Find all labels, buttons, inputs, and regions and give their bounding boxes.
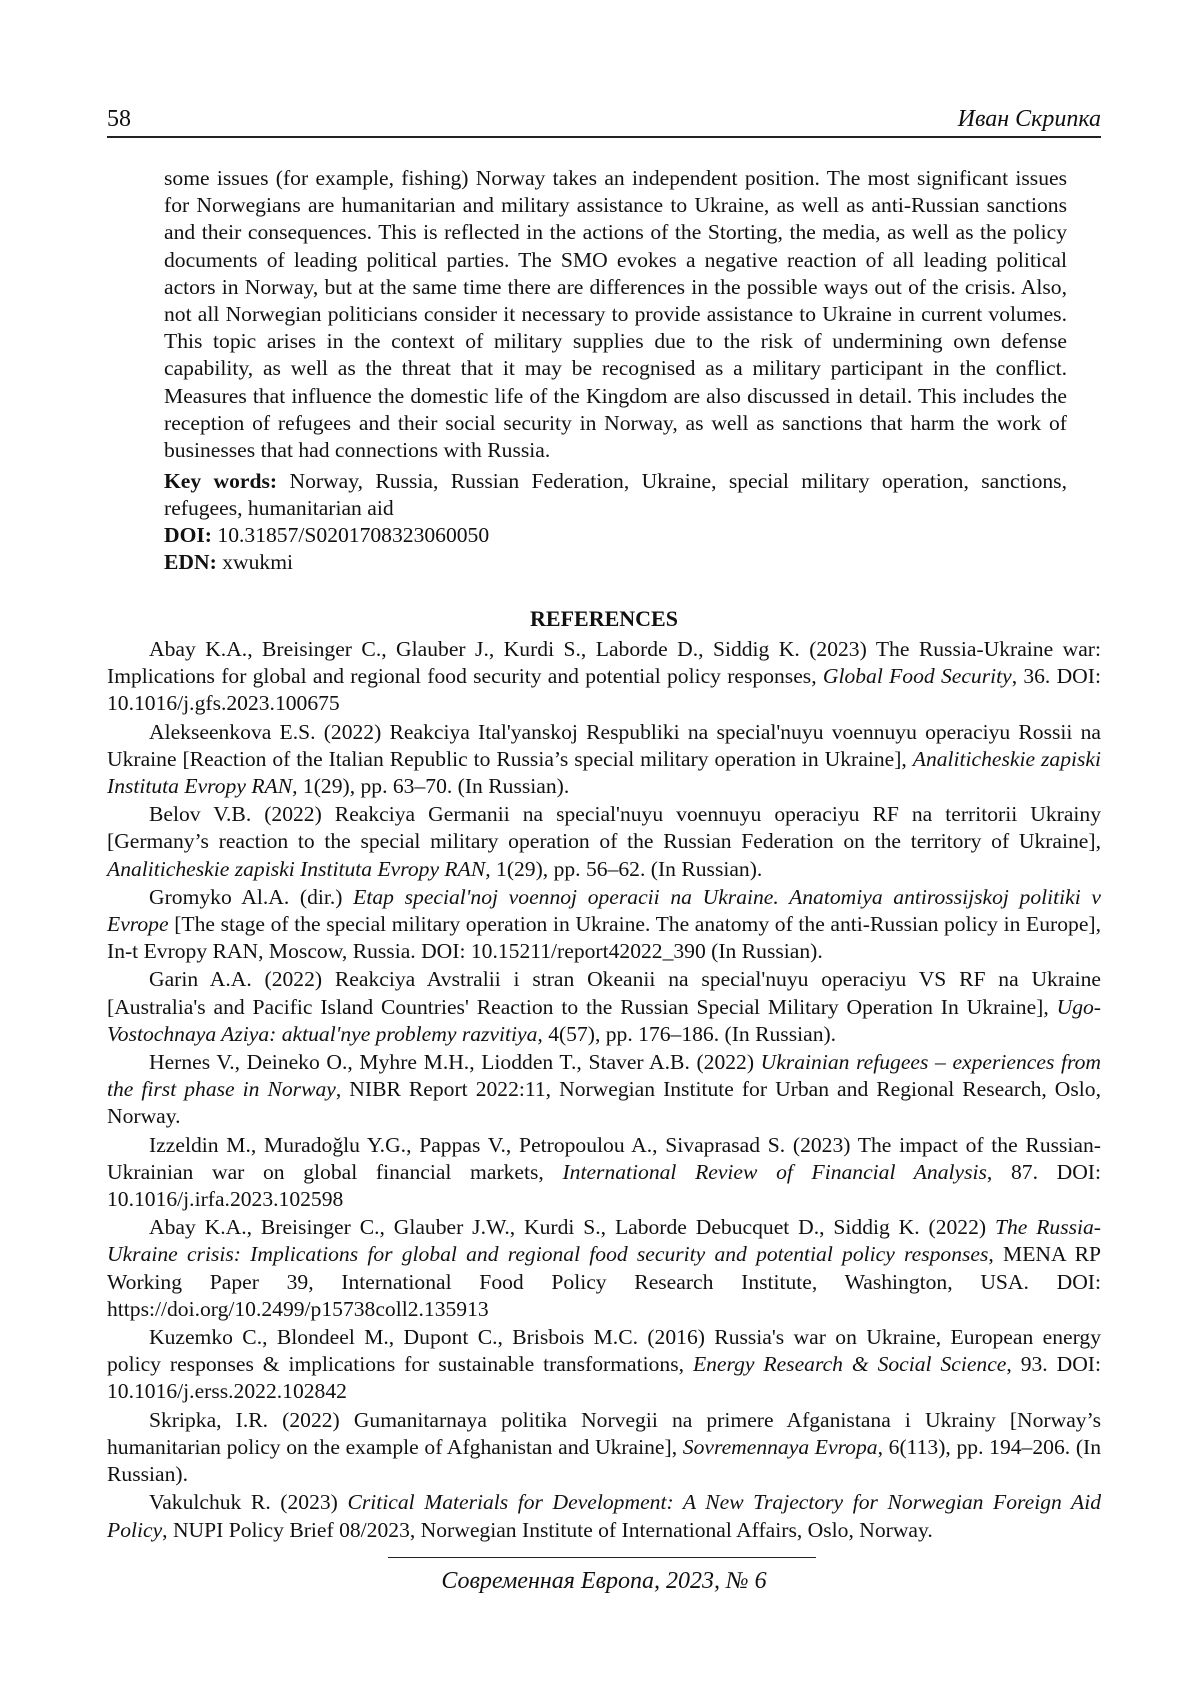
references-heading: REFERENCES <box>530 606 678 631</box>
reference-item: Garin A.A. (2022) Reakciya Avstralii i stran Okeanii na special'nuyu operaciyu VS RF na Ukraine [Australia's and Pacific Island Countries' Reaction to the Russian Special Military Operation In Ukraine], Ugo-Vostochnaya Aziya: aktual'nye problemy razvitiya, 4(57), pp. 176–186. (In Russian). <box>107 967 1101 1046</box>
doi-label: DOI: <box>164 523 212 548</box>
reference-item: Belov V.B. (2022) Reakciya Germanii na special'nuyu voennuyu operaciyu RF na territorii Ukrainy [Germany’s reaction to the special military operation of the Russian Federation on the territory of Ukraine], Analiticheskie zapiski Instituta Evropy RAN, 1(29), pp. 56–62. (In Russian). <box>107 802 1101 881</box>
abstract <box>164 165 1067 576</box>
page-number: 58 <box>107 106 131 132</box>
running-title: Иван Скрипка <box>957 106 1101 132</box>
abstract-text: some issues (for example, fishing) Norway takes an independent position. The most significant issues for Norwegians are humanitarian and military assistance to Ukraine, as well as anti-Russian sanctions and their consequences. This is reflected in the actions of the Storting, the media, as well as the policy documents of leading political parties. The SMO evokes a negative reaction of all leading political actors in Norway, but at the same time there are differences in the possible ways out of the crisis. Also, not all Norwegian politicians consider it necessary to provide assistance to Ukraine in current volumes. This topic arises in the context of military supplies due to the risk of undermining own defense capability, as well as the threat that it may be recognised as a military participant in the conflict. Measures that influence the domestic life of the Kingdom are also discussed in detail. This includes the reception of refugees and their social security in Norway, as well as sanctions that harm the work of businesses that had connections with Russia. <box>164 166 1067 463</box>
references-list <box>107 636 1101 1545</box>
reference-item: Abay K.A., Breisinger C., Glauber J.W., Kurdi S., Laborde Debucquet D., Siddig K. (2022) The Russia-Ukraine crisis: Implications for global and regional food security and potential policy responses, MENA RP Working Paper 39, International Food Policy Research Institute, Washington, USA. DOI: https://doi.org/10.2499/p15738coll2.135913 <box>107 1215 1102 1321</box>
reference-item: Alekseenkova E.S. (2022) Reakciya Ital'yanskoj Respubliki na special'nuyu voennuyu operaciyu Rossii na Ukraine [Reaction of the Italian Republic to Russia’s special military operation in Ukraine], Analiticheskie zapiski Instituta Evropy RAN, 1(29), pp. 63–70. (In Russian). <box>107 719 1101 799</box>
edn-line <box>164 549 1067 576</box>
reference-item: Skripka, I.R. (2022) Gumanitarnaya politika Norvegii na primere Afganistana i Ukrainy [Norway’s humanitarian policy on the example of Afghanistan and Ukraine], Sovremennaya Evropa, 6(113), pp. 194–206. (In Russian). <box>107 1407 1101 1487</box>
reference-item: Gromyko Al.A. (dir.) Etap special'noj voennoj operacii na Ukraine. Anatomiya antirossijskoj politiki v Evrope [The stage of the special military operation in Ukraine. The anatomy of the anti-Russian policy in Europe], In-t Evropy RAN, Moscow, Russia. DOI: 10.15211/report42022_390 (In Russian). <box>107 884 1101 964</box>
reference-item: Kuzemko C., Blondeel M., Dupont C., Brisbois M.C. (2016) Russia's war on Ukraine, European energy policy responses & implications for sustainable transformations, Energy Research & Social Science, 93. DOI: 10.1016/j.erss.2022.102842 <box>107 1325 1101 1404</box>
doi-value: 10.31857/S0201708323060050 <box>217 523 490 548</box>
keywords-line <box>164 468 1067 522</box>
reference-item: Abay K.A., Breisinger C., Glauber J., Kurdi S., Laborde D., Siddig K. (2023) The Russia-Ukraine war: Implications for global and regional food security and potential policy responses, Global Food Security, 36. DOI: 10.1016/j.gfs.2023.100675 <box>107 637 1101 716</box>
page-header <box>107 104 1101 138</box>
reference-item: Izzeldin M., Muradoğlu Y.G., Pappas V., Petropoulou A., Sivaprasad S. (2023) The impact of the Russian-Ukrainian war on global financial markets, International Review of Financial Analysis, 87. DOI: 10.1016/j.irfa.2023.102598 <box>107 1132 1101 1212</box>
footer-divider <box>388 1557 816 1558</box>
keywords-label: Key words: <box>164 469 278 494</box>
journal-footer: Современная Европа, 2023, № 6 <box>441 1568 767 1594</box>
reference-item: Vakulchuk R. (2023) Critical Materials for Development: A New Trajectory for Norwegian Foreign Aid Policy, NUPI Policy Brief 08/2023, Norwegian Institute of International Affairs, Oslo, Norway. <box>107 1490 1101 1542</box>
edn-value: xwukmi <box>222 550 293 575</box>
edn-label: EDN: <box>164 550 217 575</box>
reference-item: Hernes V., Deineko O., Myhre M.H., Liodden T., Staver A.B. (2022) Ukrainian refugees – experiences from the first phase in Norway, NIBR Report 2022:11, Norwegian Institute for Urban and Regional Research, Oslo, Norway. <box>107 1050 1102 1129</box>
doi-line <box>164 522 1067 549</box>
keywords-value: Norway, Russia, Russian Federation, Ukraine, special military operation, sanctions, refugees, humanitarian aid <box>164 469 1067 521</box>
article-meta <box>164 468 1067 576</box>
